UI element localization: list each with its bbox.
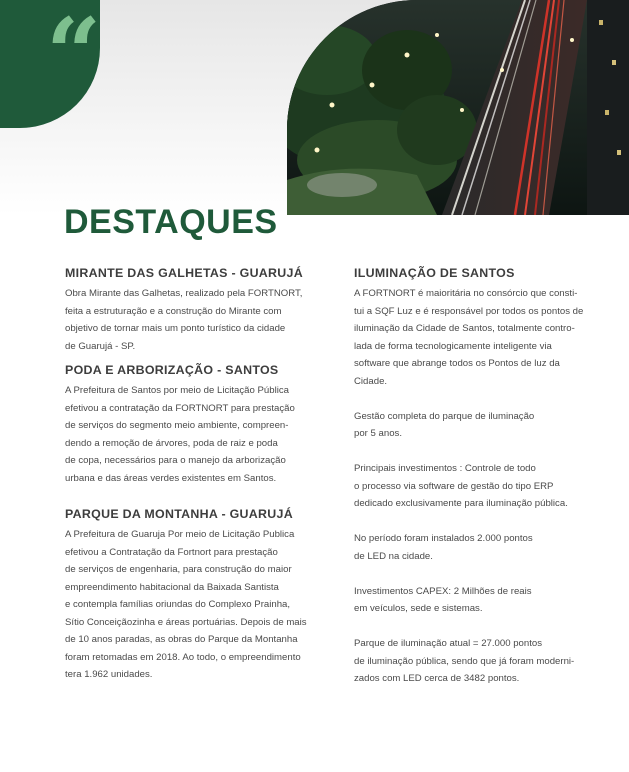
- body-line: de serviços de engenharia, para construção do maior: [65, 564, 292, 575]
- body-line: foram retomadas em 2018. Ao todo, o empreendimento: [65, 651, 301, 663]
- body-line: efetivou a contratação da FORTNORT para prestação: [65, 402, 295, 414]
- body-line: zados com LED cerca de 3482 pontos.: [354, 673, 520, 684]
- quote-icon: “: [46, 0, 96, 110]
- body-line: de iluminação pública, sendo que já foram moderni-: [354, 655, 575, 667]
- night-avenue-photo: [287, 0, 629, 215]
- quote-block: [0, 0, 100, 128]
- body-line: A Prefeitura de Guaruja Por meio de Licitação Publica: [65, 529, 295, 540]
- section-heading-mirante: MIRANTE DAS GALHETAS - GUARUJÁ: [65, 266, 303, 280]
- body-line: urbana e das áreas verdes existentes em Santos.: [65, 472, 277, 484]
- page-title: DESTAQUES: [64, 203, 278, 241]
- body-line: tera 1.962 unidades.: [65, 669, 153, 680]
- body-line: Principais investimentos : Controle de todo: [354, 463, 536, 474]
- body-line: Investimentos CAPEX: 2 Milhões de reais: [354, 585, 532, 597]
- section-heading-parque: PARQUE DA MONTANHA - GUARUJÁ: [65, 507, 293, 521]
- body-line: A FORTNORT é maioritária no consórcio que consti-: [354, 288, 578, 299]
- body-line: tui a SQF Luz e é responsável por todos os pontos de: [354, 305, 584, 317]
- body-line: em veículos, sede e sistemas.: [354, 603, 483, 614]
- body-line: Sítio Conceiçãozinha e áreas portuárias. Depois de mais: [65, 616, 307, 628]
- right-column: [354, 265, 604, 688]
- body-line: feita a estruturação e a construção do Mirante com: [65, 305, 282, 317]
- body-line: Obra Mirante das Galhetas, realizado pela FORTNORT,: [65, 288, 303, 299]
- body-line: software que abrange todos os Pontos de luz da: [354, 358, 560, 369]
- body-line: dedicado exclusivamente para iluminação pública.: [354, 498, 568, 509]
- left-column: [65, 265, 330, 684]
- body-line: de Guarujá - SP.: [65, 340, 136, 352]
- body-line: de copa, necessários para o manejo da arborização: [65, 455, 286, 466]
- body-line: de serviços do segmento meio ambiente, compreen-: [65, 420, 289, 431]
- body-line: Parque de iluminação atual = 27.000 pontos: [354, 638, 543, 649]
- body-line: e contempla famílias oriundas do Complexo Prainha,: [65, 599, 291, 610]
- body-line: No período foram instalados 2.000 pontos: [354, 533, 533, 544]
- body-line: efetivou a Contratação da Fortnort para prestação: [65, 546, 278, 558]
- body-line: dendo a remoção de árvores, poda de raiz e poda: [65, 437, 278, 449]
- body-line: iluminação da Cidade de Santos, totalmente contro-: [354, 323, 575, 334]
- section-heading-poda: PODA E ARBORIZAÇÃO - SANTOS: [65, 363, 279, 377]
- section-heading-iluminacao: ILUMINAÇÃO DE SANTOS: [354, 266, 515, 280]
- body-line: por 5 anos.: [354, 428, 403, 439]
- body-line: objetivo de tornar mais um ponto turístico da cidade: [65, 323, 286, 334]
- body-line: de LED na cidade.: [354, 550, 433, 562]
- body-line: Cidade.: [354, 375, 388, 387]
- body-line: A Prefeitura de Santos por meio de Licitação Pública: [65, 385, 289, 396]
- body-line: Gestão completa do parque de iluminação: [354, 410, 535, 422]
- body-line: empreendimento habitacional da Baixada Santista: [65, 581, 279, 593]
- body-line: lada de forma tecnologicamente inteligente via: [354, 340, 552, 352]
- body-line: de 10 anos paradas, as obras do Parque da Montanha: [65, 634, 298, 645]
- body-line: o processo via software de gestão do tipo ERP: [354, 480, 554, 492]
